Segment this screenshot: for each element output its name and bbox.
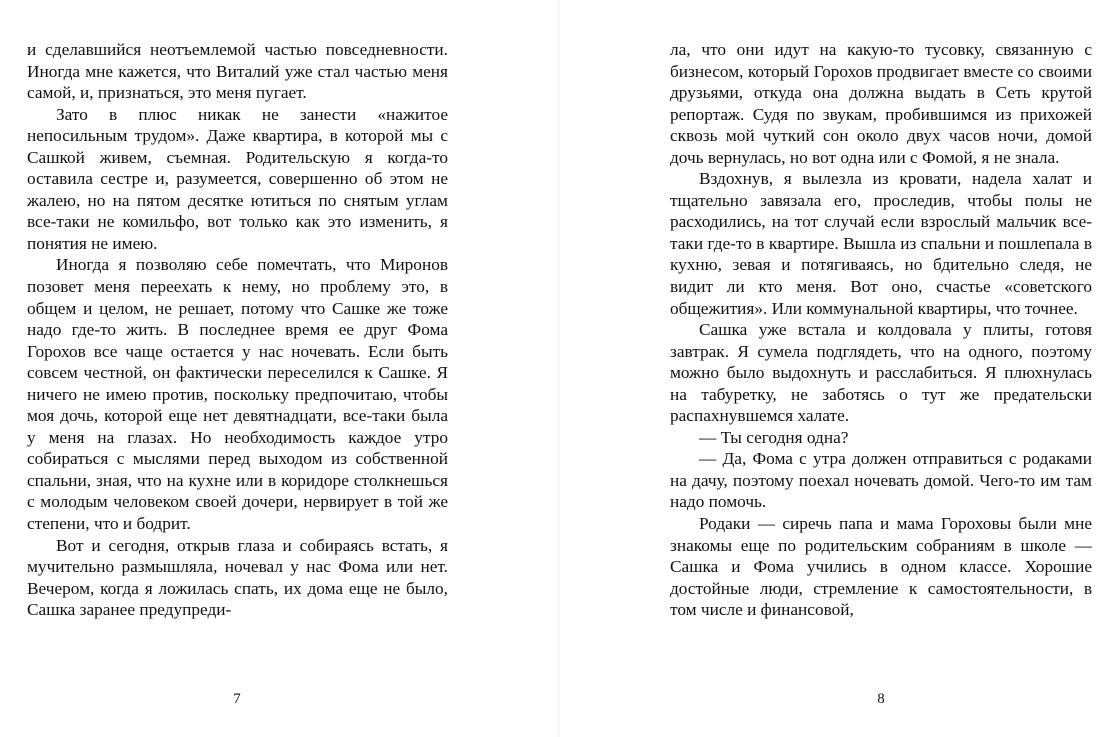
paragraph: Зато в плюс никак не занести «нажитое непосильным трудом». Даже квартира, в которой мы с Сашкой живем, съемная. Родительскую я когда-то оставила сестре и, разумеется, совершенно об этом не жалею, но на пятом десятке ютиться по снятым углам все-таки не комильфо, вот только как это изменить, я понятия не имею. xyxy=(27,104,448,253)
paragraph: и сделавшийся неотъемлемой частью повседневности. Иногда мне кажется, что Виталий уже стал частью меня самой, и, признаться, это меня пугает. xyxy=(27,40,448,103)
paragraph: Вот и сегодня, открыв глаза и собираясь встать, я мучительно размышляла, ночевал у нас Фома или нет. Вечером, когда я ложилась спать, их дома еще не было, Сашка заранее предупреди- xyxy=(27,535,448,620)
paragraph: Родаки — сиречь папа и мама Гороховы были мне знакомы еще по родительским собраниям в школе — Сашка и Фома учились в одном классе. Хорошие достойные люди, стремление к самостоятельности, в том числе и финансовой, xyxy=(670,514,1092,620)
page-number: 8 xyxy=(877,691,885,707)
paragraph: Сашка уже встала и колдовала у плиты, готовя завтрак. Я сумела подглядеть, что на одного, поэтому можно было выдохнуть и расслабиться. Я плюхнулась на табуретку, не заботясь о тут же предательски распахнувшемся халате. xyxy=(670,320,1092,426)
page-number: 7 xyxy=(233,691,241,707)
paragraph: Вздохнув, я вылезла из кровати, надела халат и тщательно завязала его, проследив, чтобы полы не расходились, на тот случай если взрослый мальчик все-таки где-то в квартире. Вышла из спальни и пошлепала в кухню, зевая и потягиваясь, но бдительно следя, не видит ли кто меня. Вот оно, счастье «советского общежития». Или коммунальной квартиры, что точнее. xyxy=(670,169,1092,318)
right-page xyxy=(560,0,1103,737)
paragraph: — Ты сегодня одна? xyxy=(699,427,849,447)
paragraph: — Да, Фома с утра должен отправиться с родаками на дачу, поэтому поехал ночевать домой. Чего-то им там надо помочь. xyxy=(670,449,1092,512)
left-page-text xyxy=(27,39,448,621)
right-page-text xyxy=(670,39,1092,621)
paragraph: Иногда я позволяю себе помечтать, что Миронов позовет меня переехать к нему, но проблему это, в общем и целом, не решает, потому что Сашке же тоже надо где-то жить. В последнее время ее друг Фома Горохов все чаще остается у нас ночевать. Если быть совсем честной, он фактически переселился к Сашке. Я ничего не имею против, поскольку предпочитаю, чтобы моя дочь, которой еще нет девятнадцати, все-таки была у меня на глазах. Но необходимость каждое утро собираться с мыслями перед выходом из собственной спальни, зная, что на кухне или в коридоре столкнешься с молодым человеком своей дочери, нервирует в той же степени, что и бодрит. xyxy=(27,255,448,534)
paragraph: ла, что они идут на какую-то тусовку, связанную с бизнесом, который Горохов продвигает вместе со своими друзьями, откуда она должна выдать в Сеть крутой репортаж. Судя по звукам, пробившимся из прихожей сквозь мой чуткий сон около двух часов ночи, домой дочь вернулась, но вот одна или с Фомой, я не знала. xyxy=(670,40,1092,167)
